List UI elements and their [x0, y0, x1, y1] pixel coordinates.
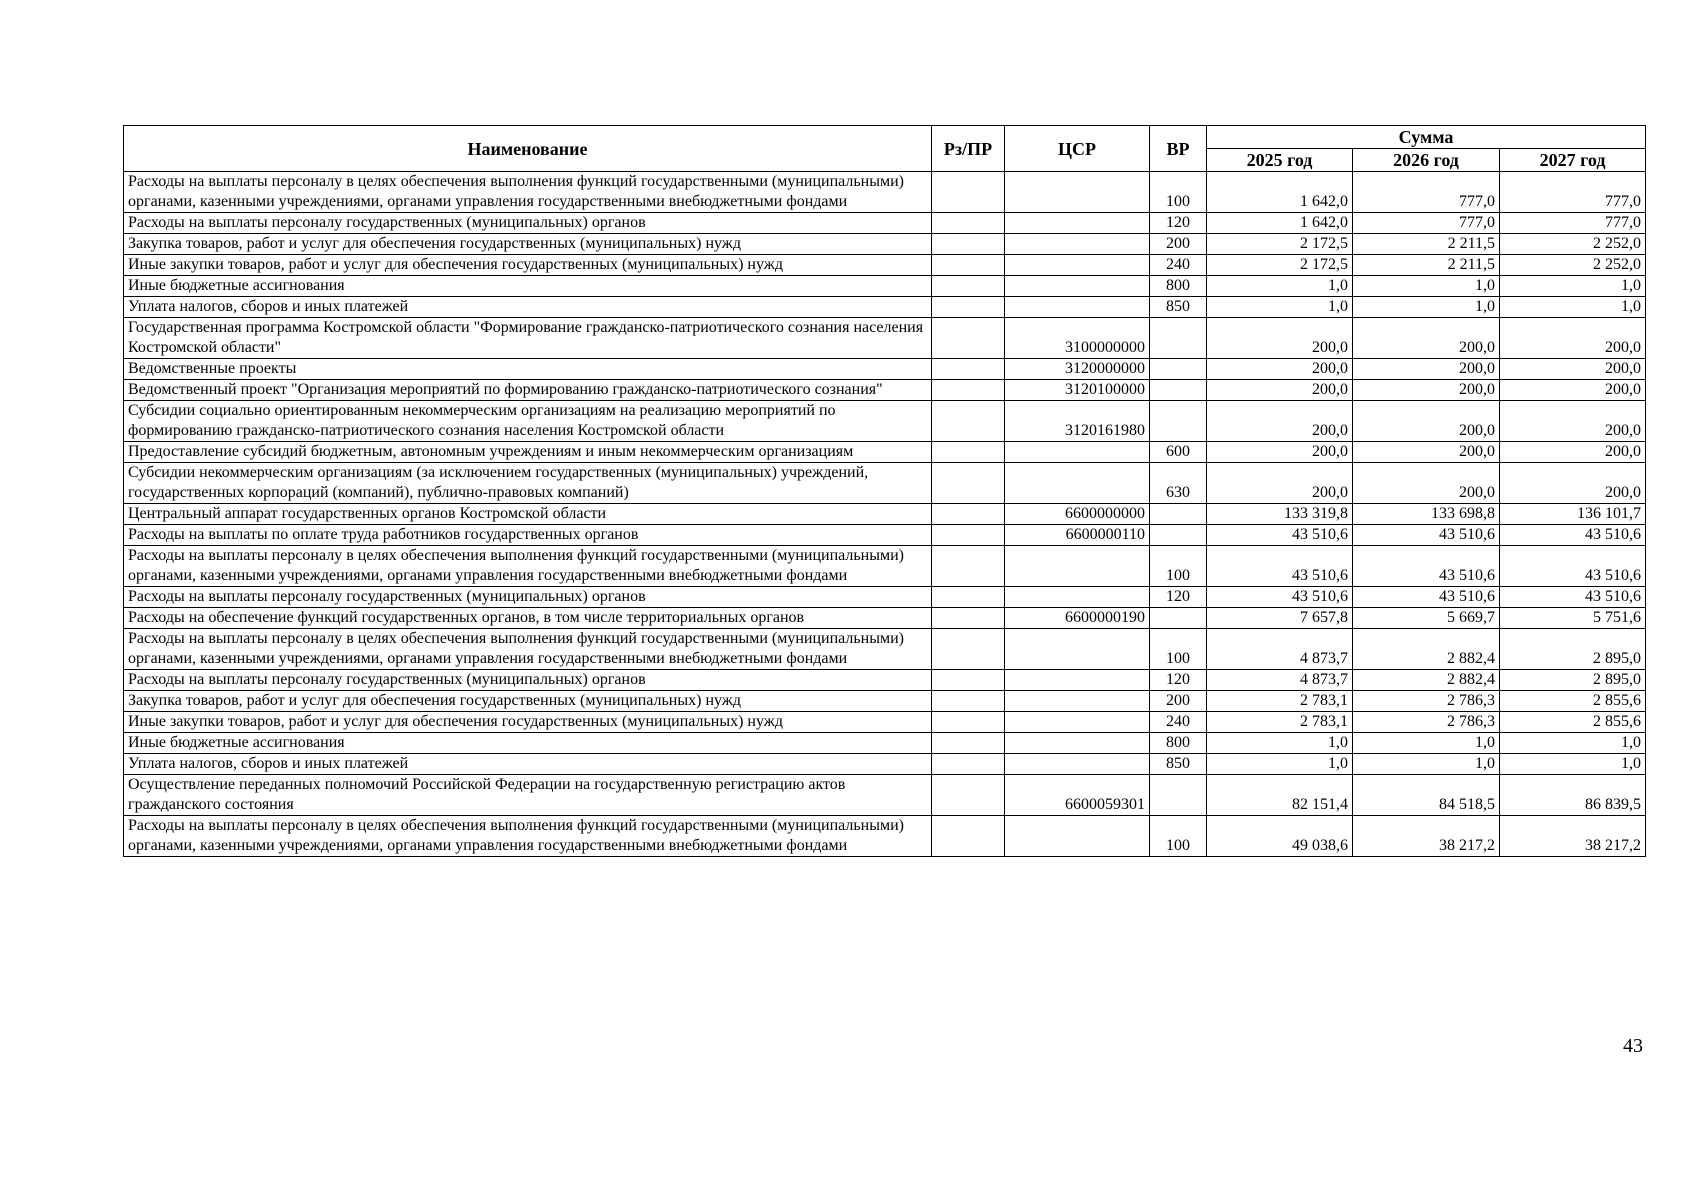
- row-sum-2027: 200,0: [1500, 442, 1646, 463]
- row-rzpr: [932, 733, 1005, 754]
- row-sum-2026: 200,0: [1353, 463, 1500, 504]
- row-sum-2027: 86 839,5: [1500, 775, 1646, 816]
- row-sum-2025: 2 783,1: [1207, 712, 1353, 733]
- row-sum-2025: 82 151,4: [1207, 775, 1353, 816]
- row-name: Ведомственный проект "Организация мероприятий по формированию гражданско-патриотического сознания": [124, 380, 932, 401]
- row-csr: [1005, 297, 1150, 318]
- table-row: [124, 775, 1646, 816]
- row-sum-2027: 2 252,0: [1500, 255, 1646, 276]
- table-row: [124, 754, 1646, 775]
- row-name: Расходы на выплаты персоналу государственных (муниципальных) органов: [124, 587, 932, 608]
- table-row: [124, 691, 1646, 712]
- row-sum-2025: 1,0: [1207, 276, 1353, 297]
- row-vr: 120: [1150, 587, 1207, 608]
- row-sum-2026: 38 217,2: [1353, 816, 1500, 857]
- header-sum: Сумма: [1207, 126, 1646, 149]
- row-csr: [1005, 172, 1150, 213]
- table-row: [124, 733, 1646, 754]
- row-sum-2025: 1,0: [1207, 297, 1353, 318]
- row-sum-2025: 200,0: [1207, 359, 1353, 380]
- table-row: [124, 712, 1646, 733]
- row-sum-2026: 200,0: [1353, 318, 1500, 359]
- table-row: [124, 276, 1646, 297]
- row-vr: [1150, 608, 1207, 629]
- row-name: Закупка товаров, работ и услуг для обеспечения государственных (муниципальных) нужд: [124, 234, 932, 255]
- page-number: 43: [1623, 1035, 1643, 1057]
- table-row: [124, 213, 1646, 234]
- row-sum-2026: 2 882,4: [1353, 629, 1500, 670]
- row-sum-2025: 7 657,8: [1207, 608, 1353, 629]
- row-sum-2027: 200,0: [1500, 401, 1646, 442]
- row-csr: [1005, 754, 1150, 775]
- row-rzpr: [932, 775, 1005, 816]
- row-sum-2025: 200,0: [1207, 318, 1353, 359]
- row-vr: [1150, 775, 1207, 816]
- table-row: [124, 629, 1646, 670]
- row-vr: 200: [1150, 691, 1207, 712]
- row-csr: [1005, 587, 1150, 608]
- row-csr: 3120161980: [1005, 401, 1150, 442]
- row-sum-2027: 43 510,6: [1500, 546, 1646, 587]
- row-sum-2026: 2 211,5: [1353, 234, 1500, 255]
- row-rzpr: [932, 172, 1005, 213]
- table-row: [124, 525, 1646, 546]
- row-rzpr: [932, 442, 1005, 463]
- row-vr: 800: [1150, 276, 1207, 297]
- row-name: Иные закупки товаров, работ и услуг для обеспечения государственных (муниципальных) нужд: [124, 255, 932, 276]
- row-rzpr: [932, 629, 1005, 670]
- table-row: [124, 172, 1646, 213]
- row-vr: [1150, 504, 1207, 525]
- row-rzpr: [932, 234, 1005, 255]
- row-vr: 800: [1150, 733, 1207, 754]
- row-sum-2025: 43 510,6: [1207, 525, 1353, 546]
- header-name: Наименование: [124, 126, 932, 172]
- row-rzpr: [932, 754, 1005, 775]
- row-csr: 3120000000: [1005, 359, 1150, 380]
- row-rzpr: [932, 546, 1005, 587]
- row-name: Предоставление субсидий бюджетным, автономным учреждениям и иным некоммерческим организациям: [124, 442, 932, 463]
- row-vr: [1150, 380, 1207, 401]
- row-rzpr: [932, 380, 1005, 401]
- row-sum-2025: 43 510,6: [1207, 546, 1353, 587]
- row-sum-2027: 200,0: [1500, 463, 1646, 504]
- row-vr: 100: [1150, 816, 1207, 857]
- row-vr: 850: [1150, 754, 1207, 775]
- row-sum-2025: 1 642,0: [1207, 172, 1353, 213]
- row-vr: 850: [1150, 297, 1207, 318]
- row-rzpr: [932, 691, 1005, 712]
- row-sum-2026: 777,0: [1353, 213, 1500, 234]
- row-name: Расходы на выплаты персоналу в целях обеспечения выполнения функций государственными (муниципальными) органами, казенными учреждениями, органами управления государственными внебюджетными фондами: [124, 172, 932, 213]
- row-csr: 6600000000: [1005, 504, 1150, 525]
- row-csr: [1005, 629, 1150, 670]
- row-sum-2026: 1,0: [1353, 297, 1500, 318]
- row-sum-2027: 2 252,0: [1500, 234, 1646, 255]
- header-year-2026: 2026 год: [1353, 149, 1500, 172]
- row-vr: 100: [1150, 546, 1207, 587]
- row-sum-2027: 5 751,6: [1500, 608, 1646, 629]
- row-sum-2027: 1,0: [1500, 297, 1646, 318]
- row-vr: 240: [1150, 712, 1207, 733]
- row-name: Уплата налогов, сборов и иных платежей: [124, 754, 932, 775]
- row-vr: 600: [1150, 442, 1207, 463]
- row-rzpr: [932, 504, 1005, 525]
- row-sum-2025: 200,0: [1207, 401, 1353, 442]
- row-csr: [1005, 712, 1150, 733]
- row-csr: [1005, 276, 1150, 297]
- row-sum-2027: 43 510,6: [1500, 525, 1646, 546]
- row-sum-2026: 43 510,6: [1353, 587, 1500, 608]
- budget-table: [123, 125, 1646, 857]
- row-name: Государственная программа Костромской области "Формирование гражданско-патриотического сознания населения Костромской области": [124, 318, 932, 359]
- row-csr: [1005, 670, 1150, 691]
- row-csr: [1005, 691, 1150, 712]
- row-sum-2026: 43 510,6: [1353, 525, 1500, 546]
- row-sum-2025: 1 642,0: [1207, 213, 1353, 234]
- row-name: Иные закупки товаров, работ и услуг для обеспечения государственных (муниципальных) нужд: [124, 712, 932, 733]
- row-name: Субсидии социально ориентированным некоммерческим организациям на реализацию мероприятий по формированию гражданско-патриотического сознания населения Костромской области: [124, 401, 932, 442]
- row-sum-2026: 5 669,7: [1353, 608, 1500, 629]
- header-csr: ЦСР: [1005, 126, 1150, 172]
- row-name: Расходы на выплаты по оплате труда работников государственных органов: [124, 525, 932, 546]
- row-name: Расходы на выплаты персоналу в целях обеспечения выполнения функций государственными (муниципальными) органами, казенными учреждениями, органами управления государственными внебюджетными фондами: [124, 629, 932, 670]
- row-csr: [1005, 546, 1150, 587]
- row-rzpr: [932, 712, 1005, 733]
- row-name: Расходы на выплаты персоналу в целях обеспечения выполнения функций государственными (муниципальными) органами, казенными учреждениями, органами управления государственными внебюджетными фондами: [124, 546, 932, 587]
- table-row: [124, 297, 1646, 318]
- row-vr: [1150, 401, 1207, 442]
- table-row: [124, 442, 1646, 463]
- row-sum-2025: 2 172,5: [1207, 234, 1353, 255]
- table-row: [124, 380, 1646, 401]
- header-year-2027: 2027 год: [1500, 149, 1646, 172]
- table-row: [124, 670, 1646, 691]
- row-sum-2027: 136 101,7: [1500, 504, 1646, 525]
- row-rzpr: [932, 463, 1005, 504]
- row-name: Расходы на выплаты персоналу государственных (муниципальных) органов: [124, 670, 932, 691]
- row-sum-2027: 1,0: [1500, 754, 1646, 775]
- row-sum-2027: 777,0: [1500, 213, 1646, 234]
- row-sum-2026: 777,0: [1353, 172, 1500, 213]
- row-name: Иные бюджетные ассигнования: [124, 733, 932, 754]
- row-rzpr: [932, 276, 1005, 297]
- row-sum-2025: 133 319,8: [1207, 504, 1353, 525]
- row-sum-2025: 2 172,5: [1207, 255, 1353, 276]
- row-name: Иные бюджетные ассигнования: [124, 276, 932, 297]
- row-csr: [1005, 442, 1150, 463]
- row-sum-2027: 200,0: [1500, 380, 1646, 401]
- row-sum-2027: 2 855,6: [1500, 691, 1646, 712]
- row-rzpr: [932, 318, 1005, 359]
- row-rzpr: [932, 401, 1005, 442]
- row-vr: 630: [1150, 463, 1207, 504]
- row-sum-2026: 2 786,3: [1353, 691, 1500, 712]
- header-vr: ВР: [1150, 126, 1207, 172]
- row-name: Расходы на выплаты персоналу в целях обеспечения выполнения функций государственными (муниципальными) органами, казенными учреждениями, органами управления государственными внебюджетными фондами: [124, 816, 932, 857]
- row-sum-2026: 200,0: [1353, 359, 1500, 380]
- row-sum-2026: 2 786,3: [1353, 712, 1500, 733]
- row-sum-2027: 1,0: [1500, 733, 1646, 754]
- row-sum-2025: 200,0: [1207, 463, 1353, 504]
- table-row: [124, 463, 1646, 504]
- row-sum-2027: 38 217,2: [1500, 816, 1646, 857]
- row-rzpr: [932, 255, 1005, 276]
- row-sum-2025: 200,0: [1207, 442, 1353, 463]
- row-vr: 100: [1150, 172, 1207, 213]
- row-sum-2026: 1,0: [1353, 733, 1500, 754]
- row-sum-2027: 2 855,6: [1500, 712, 1646, 733]
- row-vr: [1150, 359, 1207, 380]
- row-sum-2026: 1,0: [1353, 276, 1500, 297]
- row-rzpr: [932, 587, 1005, 608]
- table-row: [124, 546, 1646, 587]
- row-sum-2026: 133 698,8: [1353, 504, 1500, 525]
- row-csr: [1005, 255, 1150, 276]
- row-vr: 100: [1150, 629, 1207, 670]
- table-row: [124, 608, 1646, 629]
- row-sum-2025: 200,0: [1207, 380, 1353, 401]
- row-sum-2025: 1,0: [1207, 754, 1353, 775]
- table-row: [124, 587, 1646, 608]
- row-sum-2026: 2 882,4: [1353, 670, 1500, 691]
- row-sum-2025: 43 510,6: [1207, 587, 1353, 608]
- row-name: Расходы на обеспечение функций государственных органов, в том числе территориальных органов: [124, 608, 932, 629]
- row-vr: 200: [1150, 234, 1207, 255]
- row-vr: 120: [1150, 670, 1207, 691]
- row-sum-2026: 200,0: [1353, 401, 1500, 442]
- row-vr: [1150, 525, 1207, 546]
- row-sum-2027: 777,0: [1500, 172, 1646, 213]
- row-sum-2026: 200,0: [1353, 442, 1500, 463]
- table-row: [124, 401, 1646, 442]
- row-sum-2026: 200,0: [1353, 380, 1500, 401]
- row-csr: [1005, 463, 1150, 504]
- row-csr: [1005, 816, 1150, 857]
- row-csr: 6600059301: [1005, 775, 1150, 816]
- table-row: [124, 318, 1646, 359]
- table-row: [124, 255, 1646, 276]
- row-sum-2026: 2 211,5: [1353, 255, 1500, 276]
- row-rzpr: [932, 816, 1005, 857]
- row-vr: 120: [1150, 213, 1207, 234]
- row-sum-2025: 1,0: [1207, 733, 1353, 754]
- table-row: [124, 816, 1646, 857]
- row-csr: [1005, 213, 1150, 234]
- table-row: [124, 504, 1646, 525]
- row-vr: 240: [1150, 255, 1207, 276]
- row-sum-2027: 200,0: [1500, 359, 1646, 380]
- row-sum-2025: 2 783,1: [1207, 691, 1353, 712]
- row-rzpr: [932, 608, 1005, 629]
- row-sum-2025: 49 038,6: [1207, 816, 1353, 857]
- row-rzpr: [932, 359, 1005, 380]
- row-name: Закупка товаров, работ и услуг для обеспечения государственных (муниципальных) нужд: [124, 691, 932, 712]
- table-header: [124, 126, 1646, 172]
- header-year-2025: 2025 год: [1207, 149, 1353, 172]
- row-sum-2025: 4 873,7: [1207, 629, 1353, 670]
- row-rzpr: [932, 525, 1005, 546]
- row-rzpr: [932, 297, 1005, 318]
- row-csr: 3100000000: [1005, 318, 1150, 359]
- row-csr: [1005, 234, 1150, 255]
- header-rzpr: Рз/ПР: [932, 126, 1005, 172]
- row-sum-2027: 43 510,6: [1500, 587, 1646, 608]
- row-sum-2027: 2 895,0: [1500, 670, 1646, 691]
- row-sum-2025: 4 873,7: [1207, 670, 1353, 691]
- row-sum-2027: 200,0: [1500, 318, 1646, 359]
- row-name: Ведомственные проекты: [124, 359, 932, 380]
- table-row: [124, 234, 1646, 255]
- row-sum-2027: 1,0: [1500, 276, 1646, 297]
- row-csr: 6600000110: [1005, 525, 1150, 546]
- row-sum-2026: 43 510,6: [1353, 546, 1500, 587]
- row-csr: 6600000190: [1005, 608, 1150, 629]
- row-rzpr: [932, 670, 1005, 691]
- row-sum-2026: 84 518,5: [1353, 775, 1500, 816]
- row-name: Уплата налогов, сборов и иных платежей: [124, 297, 932, 318]
- row-rzpr: [932, 213, 1005, 234]
- table-body: [124, 172, 1646, 857]
- row-sum-2026: 1,0: [1353, 754, 1500, 775]
- row-sum-2027: 2 895,0: [1500, 629, 1646, 670]
- row-csr: 3120100000: [1005, 380, 1150, 401]
- row-name: Осуществление переданных полномочий Российской Федерации на государственную регистрацию актов гражданского состояния: [124, 775, 932, 816]
- row-name: Центральный аппарат государственных органов Костромской области: [124, 504, 932, 525]
- row-name: Субсидии некоммерческим организациям (за исключением государственных (муниципальных) учреждений, государственных корпораций (компаний), публично-правовых компаний): [124, 463, 932, 504]
- row-csr: [1005, 733, 1150, 754]
- row-name: Расходы на выплаты персоналу государственных (муниципальных) органов: [124, 213, 932, 234]
- table-row: [124, 359, 1646, 380]
- row-vr: [1150, 318, 1207, 359]
